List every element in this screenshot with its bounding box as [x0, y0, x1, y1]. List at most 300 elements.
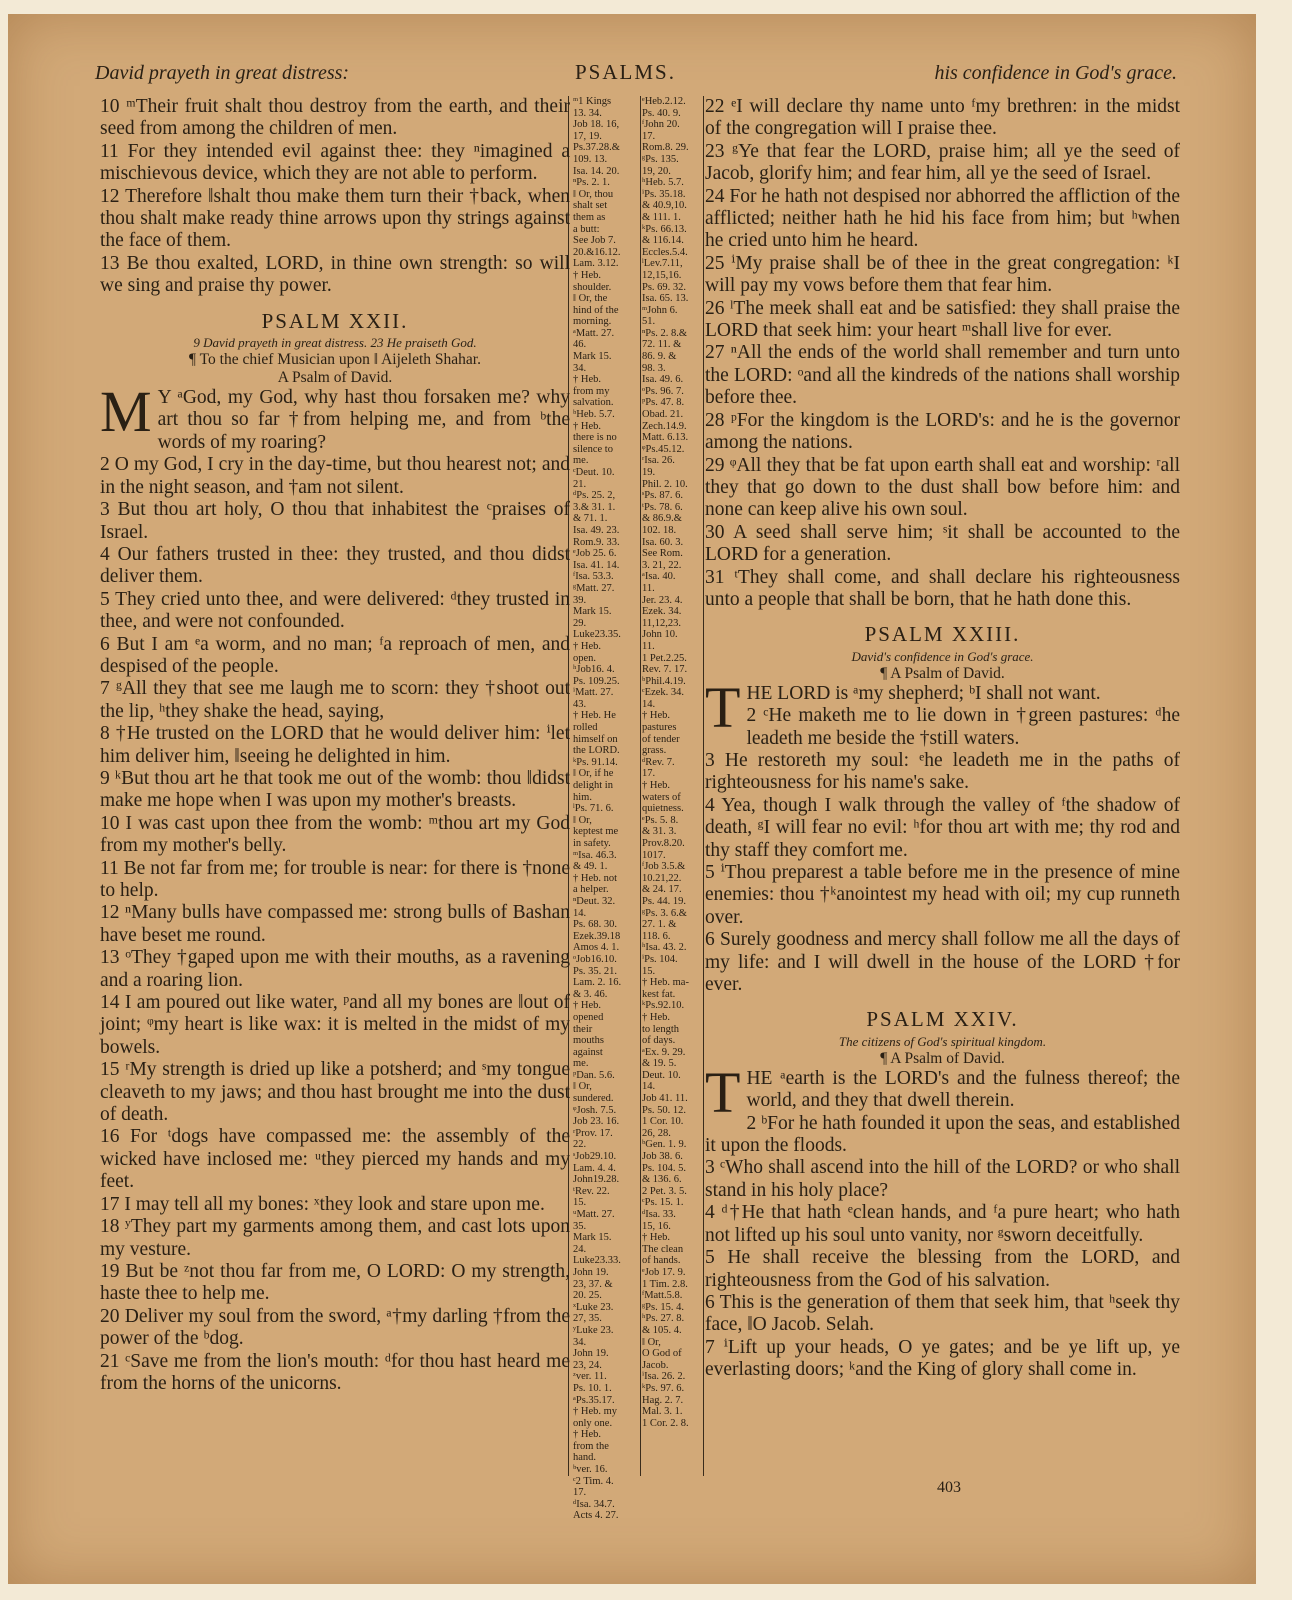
cross-reference: Rom.9. 33.	[573, 536, 620, 548]
cross-reference: ᵐIsa. 46.3.	[573, 849, 617, 861]
psalm-summary: David's confidence in God's grace.	[851, 648, 1034, 664]
cross-reference: waters of	[642, 791, 681, 803]
cross-reference: ᵐJohn 6.	[642, 304, 678, 316]
cross-reference: & 116.14.	[642, 235, 684, 247]
verse: 3 ᶜWho shall ascend into the hill of the LORD? or who shall stand in his holy place?	[705, 1157, 1180, 1201]
cross-reference: ⁿPs. 2. 8.&	[642, 327, 688, 339]
cross-reference: of tender	[642, 733, 680, 745]
cross-reference: from my	[573, 385, 610, 397]
verse: 30 A seed shall serve him; ˢit shall be accounted to the LORD for a generation.	[705, 521, 1180, 566]
cross-reference: only one.	[573, 1417, 613, 1429]
cross-reference: Hag. 2. 7.	[642, 1394, 684, 1406]
psalm-superscription: A Psalm of David.	[277, 369, 393, 387]
cross-reference: ʰJob16. 4.	[573, 664, 615, 676]
cross-reference: ᵉHeb.2.12.	[642, 96, 686, 107]
cross-reference: to length	[642, 1023, 680, 1035]
cross-reference: † Heb.	[573, 1429, 601, 1441]
verse: 4 ᵈ†He that hath ᵉclean hands, and ᶠa pure heart; who hath not lifted up his soul unto vanity, nor ᵍsworn deceitfully.	[705, 1202, 1180, 1246]
cross-reference: Isa. 49. 6.	[642, 374, 684, 386]
cross-reference: ʸLuke 23.	[573, 1324, 614, 1336]
cross-reference: ᵉJob 17. 9.	[642, 1266, 686, 1278]
cross-reference: Prov.8.20.	[642, 838, 685, 849]
cross-reference: 3.& 31. 1.	[573, 501, 616, 513]
verse: 4 Yea, though I walk through the valley of ᶠthe shadow of death, ᵍI will fear no evil: ʰfor thou art with me; thy rod and thy staff they comfort me.	[705, 794, 1180, 861]
cross-reference: Eccles.5.4.	[642, 246, 688, 258]
cross-references-col2	[642, 96, 704, 1429]
cross-reference: 26, 28.	[642, 1127, 671, 1139]
cross-reference: 17, 19.	[573, 130, 602, 142]
cross-reference: ᵇPhil.4.19.	[642, 675, 686, 687]
cross-reference: ᶠJohn 20.	[642, 119, 680, 131]
cross-reference: ᵏPs. 97. 6.	[642, 1382, 685, 1394]
cross-reference: ᶜPs. 15. 1.	[642, 1197, 684, 1209]
cross-reference: Obad. 21.	[642, 409, 684, 421]
cross-reference: ᶜEzek. 34.	[642, 687, 685, 699]
cross-reference: 2 Pet. 3. 5.	[642, 1185, 687, 1197]
cross-reference: Luke23.33.	[573, 1255, 621, 1267]
cross-reference: Isa. 65. 13.	[642, 293, 689, 305]
drop-cap: T	[705, 674, 741, 740]
cross-reference: Phil. 2. 10.	[642, 478, 688, 490]
cross-reference: Lam. 3.12.	[573, 258, 619, 270]
verse: 18 ʸThey part my garments among them, and cast lots upon my vesture.	[100, 1216, 570, 1260]
psalm-superscription: ¶ To the chief Musician upon ‖ Aijeleth Shahar.	[189, 351, 481, 369]
cross-reference: there is no	[573, 432, 617, 444]
cross-reference: ˡPs. 71. 6.	[573, 803, 614, 815]
cross-reference: Ps. 69. 32.	[642, 281, 687, 293]
cross-reference: John 19.	[573, 1266, 609, 1278]
cross-reference: ᵍMatt. 27.	[573, 582, 615, 594]
verse: HE ᵃearth is the LORD's and the fulness thereof; the world, and they that dwell therein.	[746, 1067, 1180, 1112]
cross-reference: ⁱPs. 104.	[642, 953, 678, 965]
cross-reference: † Heb.	[573, 420, 601, 432]
cross-reference: 51.	[642, 316, 656, 328]
verse: 26 ˡThe meek shall eat and be satisfied: they shall praise the LORD that seek him: your heart ᵐshall live for ever.	[705, 297, 1180, 342]
verse: 10 I was cast upon thee from the womb: ᵐthou art my God from my mother's belly.	[100, 812, 570, 857]
cross-reference: ᶻver. 11.	[573, 1371, 607, 1383]
verse: 23 ᵍYe that fear the LORD, praise him; all ye the seed of Jacob, glorify him; and fear him, all ye the seed of Israel.	[705, 140, 1180, 185]
cross-reference: † Heb.	[642, 710, 670, 722]
cross-reference: Ps. 35. 21.	[573, 965, 618, 977]
cross-reference: † Heb.	[642, 1232, 670, 1244]
cross-reference: 14.	[642, 698, 656, 710]
cross-reference: ʳIsa. 26.	[642, 455, 675, 467]
verse: 3 But thou art holy, O thou that inhabitest the ᶜpraises of Israel.	[100, 499, 570, 543]
verse: 5 ⁱThou preparest a table before me in the presence of mine enemies: thou †ᵏanointest my head with oil; my cup runneth over.	[705, 862, 1180, 928]
cross-reference: ᵍPs. 3. 6.&	[642, 907, 687, 919]
cross-reference: 24.	[573, 1243, 587, 1255]
cross-reference: & 19. 5.	[642, 1058, 677, 1070]
cross-reference: shoulder.	[573, 281, 612, 293]
cross-reference: Mal. 3. 1.	[642, 1406, 683, 1418]
cross-reference: ᵖDan. 5.6.	[573, 1069, 615, 1081]
cross-reference: & 49. 1.	[573, 861, 608, 873]
psalm-summary: 9 David prayeth in great distress. 23 He praiseth God.	[193, 335, 477, 351]
cross-reference: ‖ Or,	[642, 1336, 661, 1348]
cross-reference: O God of	[642, 1348, 682, 1360]
cross-reference: ‖ Or, if he	[573, 768, 614, 780]
cross-reference: 14.	[642, 1081, 656, 1093]
cross-reference: open.	[573, 652, 597, 664]
cross-reference: Isa. 14. 20.	[573, 165, 620, 177]
cross-reference: ᵐ1 Kings	[573, 96, 612, 107]
cross-reference: ᵏPs. 91.14.	[573, 756, 618, 768]
cross-reference: ᵏPs.92.10.	[642, 1000, 685, 1012]
cross-reference: 29.	[573, 617, 587, 629]
cross-reference: ˢJob29.10.	[573, 1151, 617, 1163]
cross-reference: 27, 35.	[573, 1313, 602, 1325]
verse: 16 For ᵗdogs have compassed me: the assembly of the wicked have inclosed me: ᵘthey pierced my hands and my feet.	[100, 1126, 570, 1193]
cross-reference: Isa. 49. 23.	[573, 524, 620, 536]
verse: 11 Be not far from me; for trouble is near: for there is †none to help.	[100, 857, 570, 901]
cross-reference: me.	[573, 455, 589, 467]
cross-reference: ‖ Or,	[573, 1081, 592, 1093]
cross-reference: Zech.14.9.	[642, 420, 687, 432]
cross-reference: 20.&16.12.	[573, 246, 621, 258]
cross-reference: 98. 3.	[642, 362, 666, 374]
verse: 8 †He trusted on the LORD that he would deliver him: ⁱlet him deliver him, ‖seeing he delighted in him.	[100, 723, 570, 767]
cross-reference: Jacob.	[642, 1359, 669, 1371]
cross-reference: & 71. 1.	[573, 513, 608, 525]
cross-reference: Ps. 104. 5.	[642, 1162, 687, 1174]
cross-reference: 34.	[573, 362, 587, 374]
cross-reference: & 86.9.&	[642, 513, 682, 525]
cross-reference: 118. 6.	[642, 930, 671, 942]
cross-reference: 1 Cor. 10.	[642, 1116, 684, 1128]
page-number: 403	[937, 1479, 961, 1496]
cross-reference: ‖ Or, thou	[573, 188, 614, 200]
cross-reference: Ps. 109.25.	[573, 675, 620, 687]
cross-reference: † Heb. ma-	[642, 977, 689, 989]
cross-reference: Ps. 10. 1.	[573, 1382, 612, 1394]
cross-reference: & 3. 46.	[573, 988, 608, 1000]
cross-reference: ⁿDeut. 32.	[573, 895, 616, 907]
cross-reference: John 10.	[642, 629, 678, 641]
cross-reference: & 24. 17.	[642, 884, 682, 896]
cross-reference: Deut. 10.	[642, 1069, 681, 1081]
cross-reference: ᵒJob16.10.	[573, 953, 617, 965]
cross-reference: rolled	[573, 722, 598, 734]
cross-reference: 14.	[573, 907, 587, 919]
verse: 12 ⁿMany bulls have compassed me: strong bulls of Bashan have beset me round.	[100, 902, 570, 946]
cross-reference: ᵇHeb. 5.7.	[573, 409, 615, 421]
divider-rule	[640, 96, 641, 1476]
verse: 31 ᵗThey shall come, and shall declare his righteousness unto a people that shall be born, that he hath done this.	[705, 566, 1180, 610]
cross-reference: ᵗPs. 78. 6.	[642, 501, 683, 513]
cross-reference: hand.	[573, 1452, 597, 1464]
verse: 4 Our fathers trusted in thee: they trusted, and thou didst deliver them.	[100, 543, 570, 588]
cross-reference: 15, 16.	[642, 1220, 671, 1232]
cross-reference: ᵒPs. 96. 7.	[642, 385, 684, 397]
cross-reference: Ps. 68. 30.	[573, 919, 618, 931]
cross-reference: ᵠPs.45.12.	[642, 443, 685, 455]
cross-reference: The clean	[642, 1243, 684, 1255]
verse: 9 ᵏBut thou art he that took me out of the womb: thou ‖didst make me hope when I was upon my mother's breasts.	[100, 767, 570, 812]
cross-reference: 17.	[642, 768, 656, 780]
cross-reference: Ezek.39.18	[573, 930, 621, 942]
cross-reference: a helper.	[573, 884, 609, 896]
cross-reference: † Heb.	[573, 640, 601, 652]
cross-reference: † Heb. not	[573, 872, 618, 884]
cross-reference: & 40.9,10.	[642, 200, 687, 212]
cross-reference: ˡLev.7.11,	[642, 258, 683, 270]
cross-reference: ˢPs. 87. 6.	[642, 490, 684, 502]
cross-reference: Job 23. 16.	[573, 1116, 620, 1128]
cross-reference: 10.21,22.	[642, 872, 682, 884]
drop-cap: M	[100, 379, 152, 445]
cross-reference: ʰHeb. 5.7.	[642, 177, 684, 189]
verse: 27 ⁿAll the ends of the world shall remember and turn unto the LORD: ᵒand all the kindreds of the nations shall worship before thee.	[705, 342, 1180, 409]
verse: 29 ᵠAll they that be fat upon earth shall eat and worship: ʳall they that go down to the dust shall bow before him: and none can keep alive his own soul.	[705, 454, 1180, 521]
psalm-heading: PSALM XXIV.	[866, 1007, 1019, 1032]
cross-reference: Isa. 41. 14.	[573, 559, 620, 571]
cross-reference: & 31. 3.	[642, 826, 677, 838]
cross-reference: John 19.	[573, 1348, 609, 1360]
cross-reference: morning.	[573, 316, 612, 328]
cross-reference: 43.	[573, 698, 587, 710]
running-header	[95, 60, 1177, 88]
cross-reference: Ps.37.28.&	[573, 142, 620, 154]
verse: 13 Be thou exalted, LORD, in thine own strength: so will we sing and praise thy power.	[100, 252, 570, 297]
cross-reference: 109. 13.	[573, 153, 608, 165]
cross-reference: ᵈPs. 25. 2,	[573, 490, 616, 502]
cross-reference: 27. 1. &	[642, 919, 677, 931]
cross-reference: ᶜDeut. 10.	[573, 467, 615, 478]
cross-reference: kest fat.	[642, 988, 676, 1000]
verse: 6 This is the generation of them that seek him, that ʰseek thy face, ‖O Jacob. Selah.	[705, 1291, 1180, 1336]
left-column	[100, 96, 570, 1395]
cross-reference: delight in	[573, 780, 613, 792]
cross-reference: † Heb.	[642, 780, 670, 792]
cross-reference: 3. 21, 22.	[642, 559, 682, 571]
cross-reference: them as	[573, 211, 606, 223]
verse: 17 I may tell all my bones: ˣthey look and stare upon me.	[100, 1193, 545, 1215]
cross-reference: ‖ Or, the	[573, 293, 608, 305]
cross-reference: ᶠMatt.5.8.	[642, 1290, 683, 1302]
psalm-summary: The citizens of God's spiritual kingdom.	[838, 1033, 1047, 1049]
cross-reference: 19, 20.	[642, 165, 671, 177]
verse: 10 ᵐTheir fruit shalt thou destroy from the earth, and their seed from among the children of men.	[100, 96, 570, 140]
cross-reference: ʰIsa. 43. 2.	[642, 942, 687, 954]
cross-reference: 13. 34.	[573, 107, 602, 119]
verse: 13 ᵒThey †gaped upon me with their mouths, as a ravening and a roaring lion.	[100, 947, 570, 991]
cross-reference: quietness.	[642, 803, 684, 815]
verse: 24 For he hath not despised nor abhorred the affliction of the afflicted; neither hath he hid his face from him; but ʰwhen he cried unto him he heard.	[705, 185, 1180, 252]
cross-reference: ᵃIsa. 40.	[642, 571, 676, 583]
cross-reference: Ps. 40. 9.	[642, 107, 681, 119]
cross-reference: 17.	[642, 130, 656, 142]
psalm-heading: PSALM XXIII.	[864, 622, 1021, 647]
cross-reference: & 136. 6.	[642, 1174, 682, 1186]
cross-reference: of days.	[642, 1035, 676, 1047]
cross-reference: ᵘMatt. 27.	[573, 1209, 615, 1220]
cross-reference: 11.	[642, 640, 655, 652]
cross-reference: ⁱPs. 35.18.	[642, 188, 686, 200]
cross-reference: opened	[573, 1011, 604, 1023]
cross-reference: 21.	[573, 478, 587, 490]
cross-reference: grass.	[642, 745, 667, 757]
verse: 5 They cried unto thee, and were delivered: ᵈthey trusted in thee, and were not confounded.	[100, 588, 570, 633]
cross-reference: Rev. 7. 17.	[642, 664, 688, 676]
cross-reference: of hands.	[642, 1255, 681, 1267]
verse: 11 For they intended evil against thee: they ⁿimagined a mischievous device, which they are not able to perform.	[100, 140, 570, 185]
verse: Y ᵃGod, my God, why hast thou forsaken me? why art thou so far †from helping me, and from ᵇthe words of my roaring?	[157, 387, 570, 453]
cross-reference: ᵃMatt. 27.	[573, 327, 615, 339]
cross-reference: 35.	[573, 1220, 587, 1232]
cross-reference: † Heb. He	[573, 710, 616, 722]
cross-reference: ᶠIsa. 53.3.	[573, 571, 614, 583]
verse: 28 ᵖFor the kingdom is the LORD's: and he is the governor among the nations.	[705, 409, 1180, 454]
cross-reference: Matt. 6.13.	[642, 432, 689, 444]
psalm-heading: PSALM XXII.	[261, 308, 409, 333]
cross-reference: ᵈIsa. 34.7.	[573, 1498, 615, 1510]
cross-reference: 1 Cor. 2. 8.	[642, 1417, 689, 1429]
cross-reference: 11,12,23.	[642, 617, 681, 629]
cross-reference: 1 Pet.2.25.	[642, 652, 687, 664]
verse: 12 Therefore ‖shalt thou make them turn their †back, when thou shalt make ready thine arrows upon thy strings against the face of them.	[100, 185, 570, 252]
cross-reference: 11.	[642, 582, 655, 594]
cross-reference: Job 41. 11.	[642, 1093, 688, 1105]
cross-reference: ⁱMatt. 27.	[573, 687, 614, 699]
cross-reference: 19.	[642, 467, 656, 478]
cross-reference: ᵖPs. 47. 8.	[642, 397, 685, 409]
verse: 7 ⁱLift up your heads, O ye gates; and be ye lift up, ye everlasting doors; ᵏand the King of glory shall come in.	[705, 1336, 1180, 1381]
cross-reference: Acts 4. 27.	[573, 1510, 619, 1522]
verse: 2 ᵇFor he hath founded it upon the seas, and established it upon the floods.	[705, 1112, 1180, 1157]
verse: 5 He shall receive the blessing from the LORD, and righteousness from the God of his salvation.	[705, 1247, 1180, 1291]
verse: 14 I am poured out like water, ᵖand all my bones are ‖out of joint; ᵠmy heart is like wax: it is melted in the midst of my bowels.	[100, 992, 570, 1058]
verse: 7 ᵍAll they that see me laugh me to scorn: they †shoot out the lip, ʰthey shake the head, saying,	[100, 678, 570, 722]
cross-reference: pastures	[642, 722, 677, 734]
verse: 22 ᵉI will declare thy name unto ᶠmy brethren: in the midst of the congregation will I praise thee.	[705, 96, 1180, 140]
cross-reference: Mark 15.	[573, 351, 612, 363]
cross-reference: See Rom.	[642, 548, 683, 560]
cross-reference: salvation.	[573, 397, 614, 409]
cross-reference: ᵇver. 16.	[573, 1464, 608, 1476]
cross-reference: a butt:	[573, 223, 600, 235]
cross-reference: 23, 37. &	[573, 1278, 613, 1290]
verse: 2 O my God, I cry in the day-time, but thou hearest not; and in the night season, and †am not silent.	[100, 454, 570, 498]
cross-reference: ᶜ2 Tim. 4.	[573, 1475, 614, 1487]
cross-reference: 34.	[573, 1336, 587, 1348]
cross-reference: ᵉPs. 5. 8.	[642, 814, 679, 826]
psalm-superscription: ¶ A Psalm of David.	[880, 664, 1005, 682]
cross-reference: † Heb.	[642, 1011, 670, 1023]
cross-reference: keptest me	[573, 826, 619, 838]
cross-reference: ᵃPs.35.17.	[573, 1394, 615, 1406]
cross-reference: † Heb.	[573, 269, 601, 281]
cross-reference: Mark 15.	[573, 606, 612, 618]
cross-references-col1	[573, 96, 639, 1522]
cross-reference: 12,15,16.	[642, 269, 682, 281]
cross-reference: ᵠJosh. 7.5.	[573, 1104, 617, 1116]
cross-reference: shalt set	[573, 200, 608, 212]
cross-reference: † Heb.	[573, 1000, 601, 1012]
cross-reference: ᵃEx. 9. 29.	[642, 1046, 686, 1058]
cross-reference: ᵍPs. 15. 4.	[642, 1301, 684, 1313]
cross-reference: & 105. 4.	[642, 1324, 682, 1336]
drop-cap: T	[705, 1059, 741, 1125]
cross-reference: sundered.	[573, 1093, 614, 1105]
cross-reference: 46.	[573, 339, 587, 351]
cross-reference: ᵗRev. 22.	[573, 1185, 610, 1197]
cross-reference: See Job 7.	[573, 235, 616, 247]
verse: 3 He restoreth my soul: ᵉhe leadeth me in the paths of righteousness for his name's sake.	[705, 749, 1180, 794]
cross-reference: 22.	[573, 1139, 587, 1151]
cross-reference: Ps. 50. 12.	[642, 1104, 687, 1116]
cross-reference: 23, 24.	[573, 1359, 602, 1371]
cross-reference: hind of the	[573, 304, 619, 316]
verse: 19 But be ᶻnot thou far from me, O LORD: O my strength, haste thee to help me.	[100, 1260, 570, 1305]
header-left: David prayeth in great distress:	[95, 62, 350, 84]
cross-reference: † Heb. my	[573, 1406, 618, 1418]
cross-reference: † Heb.	[573, 374, 601, 386]
cross-reference: ‖ Or,	[573, 814, 592, 826]
cross-reference: ⁱIsa. 26. 2.	[642, 1371, 686, 1383]
cross-reference: Job 18. 16,	[573, 119, 620, 131]
cross-reference: & 111. 1.	[642, 211, 681, 223]
cross-reference: Ezek. 34.	[642, 606, 682, 618]
cross-reference: ᶠJob 3.5.&	[642, 861, 686, 873]
cross-reference: ᵇGen. 1. 9.	[642, 1139, 687, 1151]
cross-reference: 20. 25.	[573, 1290, 602, 1302]
cross-reference: 17.	[573, 1487, 587, 1499]
cross-reference: ᵉJob 25. 6.	[573, 548, 617, 560]
cross-reference: Amos 4. 1.	[573, 942, 620, 954]
cross-reference: ᵏPs. 66.13.	[642, 223, 687, 235]
verse: HE LORD is ᵃmy shepherd; ᵇI shall not want.	[746, 682, 1101, 704]
cross-reference: Mark 15.	[573, 1232, 612, 1244]
verse: 20 Deliver my soul from the sword, ᵃ†my darling †from the power of the ᵇdog.	[100, 1305, 570, 1350]
cross-reference: from the	[573, 1440, 609, 1452]
verse: 2 ᶜHe maketh me to lie down in †green pastures: ᵈhe leadeth me beside the †still waters.	[746, 705, 1180, 749]
header-right: his confidence in God's grace.	[934, 62, 1177, 84]
right-column	[705, 96, 1180, 1382]
cross-reference: 1 Tim. 2.8.	[642, 1278, 688, 1290]
verse: 25 ⁱMy praise shall be of thee in the great congregation: ᵏI will pay my vows before them that fear him.	[705, 252, 1180, 297]
cross-reference: 102. 18.	[642, 524, 677, 536]
cross-reference: ᵍPs. 135.	[642, 153, 679, 165]
cross-reference: silence to	[573, 443, 613, 455]
cross-reference: ᵈRev. 7.	[642, 756, 675, 768]
verse: 15 ʳMy strength is dried up like a potsherd; and ˢmy tongue cleaveth to my jaws; and thou hast brought me into the dust of death.	[100, 1059, 570, 1126]
cross-reference: Rom.8. 29.	[642, 142, 689, 154]
cross-reference: Luke23.35.	[573, 629, 621, 641]
cross-reference: ᵈIsa. 33.	[642, 1209, 676, 1220]
cross-reference: 15.	[642, 965, 656, 977]
verse: 6 Surely goodness and mercy shall follow me all the days of my life: and I will dwell in the house of the LORD †for ever.	[705, 929, 1180, 996]
cross-reference: 86. 9. &	[642, 351, 677, 363]
cross-reference: me.	[573, 1058, 589, 1070]
cross-reference: Jer. 23. 4.	[642, 594, 683, 606]
cross-reference: 1017.	[642, 849, 666, 861]
cross-reference: him.	[573, 791, 592, 803]
cross-reference: 15.	[573, 1197, 587, 1209]
cross-reference: 39.	[573, 594, 587, 606]
cross-reference: 72. 11. &	[642, 339, 682, 351]
cross-reference: the LORD.	[573, 745, 620, 757]
verse: 6 But I am ᵉa worm, and no man; ᶠa reproach of men, and despised of the people.	[100, 633, 570, 677]
verse: 21 ᶜSave me from the lion's mouth: ᵈfor thou hast heard me from the horns of the unicorns.	[100, 1350, 570, 1394]
cross-reference: Lam. 4. 4.	[573, 1162, 616, 1174]
cross-reference: ˣLuke 23.	[573, 1301, 614, 1313]
cross-reference: mouths	[573, 1035, 604, 1047]
cross-reference: against	[573, 1046, 603, 1058]
cross-reference: himself on	[573, 733, 618, 745]
header-center: PSALMS.	[575, 60, 676, 84]
psalm-superscription: ¶ A Psalm of David.	[880, 1049, 1005, 1067]
cross-reference: Lam. 2. 16.	[573, 977, 622, 989]
